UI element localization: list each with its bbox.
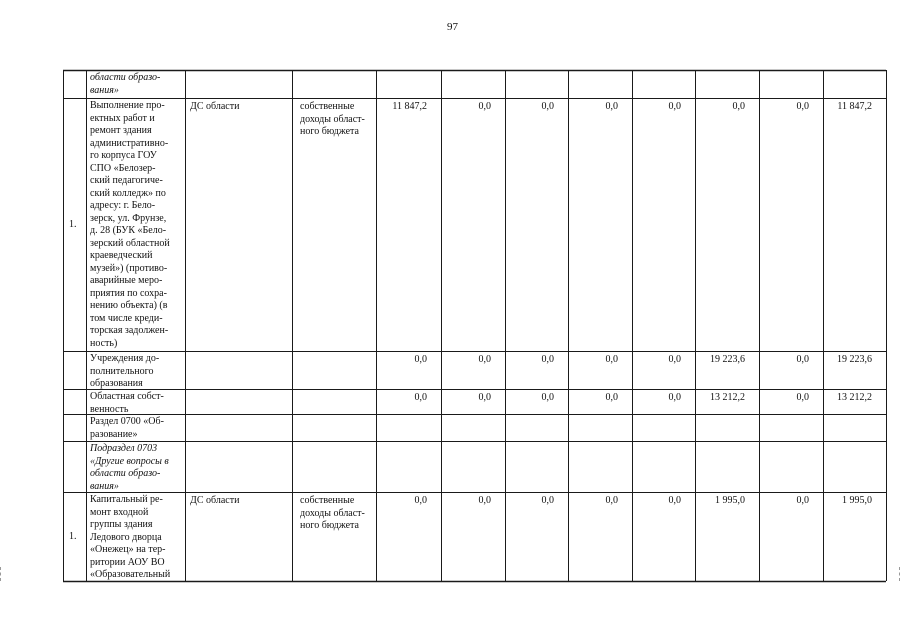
amount-cell: 0,0 [605,392,618,403]
amount-cell: 0,0 [541,354,554,365]
amount-cell: 0,0 [414,354,427,365]
amount-cell: 11 847,2 [392,101,427,112]
amount-cell: 0,0 [605,354,618,365]
row-number: 1. [69,531,77,542]
amount-cell: 0,0 [478,354,491,365]
amount-cell: 0,0 [796,101,809,112]
amount-cell: 0,0 [668,495,681,506]
item-name: Раздел 0700 «Об- разование» [90,416,164,440]
amount-cell: 0,0 [605,101,618,112]
amount-cell: 19 223,6 [837,354,872,365]
amount-cell: 1 995,0 [715,495,745,506]
amount-cell: 0,0 [796,354,809,365]
amount-cell: 0,0 [541,495,554,506]
amount-cell: 13 212,2 [710,392,745,403]
amount-cell: 0,0 [478,392,491,403]
executor-cell: ДС области [190,101,240,112]
amount-cell: 0,0 [478,495,491,506]
item-name: Учреждения до- полнительного образования [90,353,160,389]
item-name: Капитальный ре- монт входной группы здания Ледового дворца «Онежец» на тер- ритории АОУ ВО «Образовательный [90,494,171,580]
amount-cell: 0,0 [668,392,681,403]
amount-cell: 0,0 [605,495,618,506]
amount-cell: 0,0 [541,392,554,403]
funding-source-cell: собственные доходы област- ного бюджета [300,495,365,531]
amount-cell: 0,0 [796,495,809,506]
amount-cell: 0,0 [414,495,427,506]
amount-cell: 0,0 [414,392,427,403]
item-name: области образо- вания» [90,72,161,96]
row-number: 1. [69,219,77,230]
amount-cell: 19 223,6 [710,354,745,365]
item-name: Выполнение про- ектных работ и ремонт здания административно- го корпуса ГОУ СПО «Белозер- ский педагогиче- ский колледж» по адресу: г. Бело- зерск, ул. Фрунзе, д. 28 (БУК «Бело- зерский областной краеведческий музей») (противо- аварийные меро- приятия по сохра- нению объекта) (в том числе креди- торская задолжен- ность) [90,100,170,349]
amount-cell: 1 995,0 [842,495,872,506]
item-name: Областная собст- венность [90,391,164,415]
amount-cell: 0,0 [732,101,745,112]
amount-cell: 0,0 [541,101,554,112]
executor-cell: ДС области [190,495,240,506]
amount-cell: 0,0 [478,101,491,112]
amount-cell: 0,0 [668,101,681,112]
right-edge-mark [899,567,905,581]
amount-cell: 13 212,2 [837,392,872,403]
page-number: 97 [447,21,458,33]
amount-cell: 0,0 [796,392,809,403]
budget-table [63,70,886,581]
amount-cell: 11 847,2 [837,101,872,112]
funding-source-cell: собственные доходы област- ного бюджета [300,101,365,137]
item-name: Подраздел 0703 «Другие вопросы в области образо- вания» [90,443,169,492]
left-edge-mark [0,567,6,581]
amount-cell: 0,0 [668,354,681,365]
